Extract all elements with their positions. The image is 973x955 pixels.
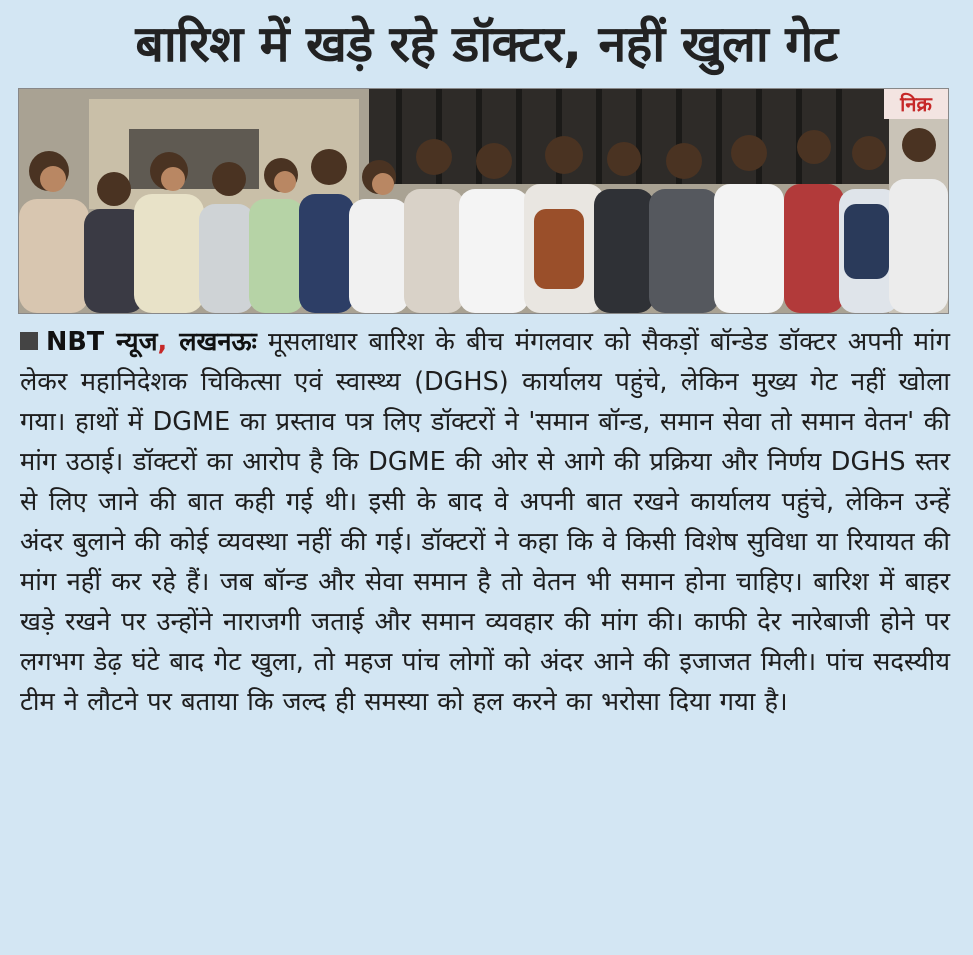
headline: बारिश में खड़े रहे डॉक्टर, नहीं खुला गेट [135, 15, 838, 73]
dateline-separator: , [157, 327, 168, 357]
square-bullet-icon [20, 332, 38, 350]
article-body-text: मूसलाधार बारिश के बीच मंगलवार को सैकड़ों बॉन्डेड डॉक्टर अपनी मांग लेकर महानिदेशक चिकित्सा एवं स्वास्थ्य (DGHS) कार्यालय पहुंचे, लेकिन मुख्य गेट नहीं खोला गया। हाथों में DGME का प्रस्ताव पत्र लिए डॉक्टरों ने 'समान बॉन्ड, समान सेवा तो समान वेतन' की मांग उठाई। डॉक्टरों का आरोप है कि DGME की ओर से आगे की प्रक्रिया और निर्णय DGHS स्तर से लिए जाने की बात कही गई थी। इसी के बाद वे अपनी बात रखने कार्यालय पहुंचे, लेकिन उन्हें अंदर बुलाने की कोई व्यवस्था नहीं की गई। डॉक्टरों ने कहा कि वे किसी विशेष सुविधा या रियायत की मांग नहीं कर रहे हैं। जब बॉन्ड और सेवा समान है तो वेतन भी समान होना चाहिए। बारिश में बाहर खड़े रखने पर उन्होंने नाराजगी जताई और समान व्यवहार की मांग की। काफी देर नारेबाजी होने पर लगभग डेढ़ घंटे बाद गेट खुला, तो महज पांच लोगों को अंदर आने की इजाजत मिली। पांच सदस्यीय टीम ने लौटने पर बताया कि जल्द ही समस्या को हल करने का भरोसा दिया गया है। [20, 327, 950, 717]
dateline-city: लखनऊः [167, 327, 257, 357]
photo-corner-tag: निक्र [884, 89, 948, 119]
article-body [20, 322, 950, 722]
news-photo [18, 88, 949, 314]
crowd-photo-illustration [19, 89, 948, 313]
dateline-source: NBT न्यूज [46, 327, 158, 357]
